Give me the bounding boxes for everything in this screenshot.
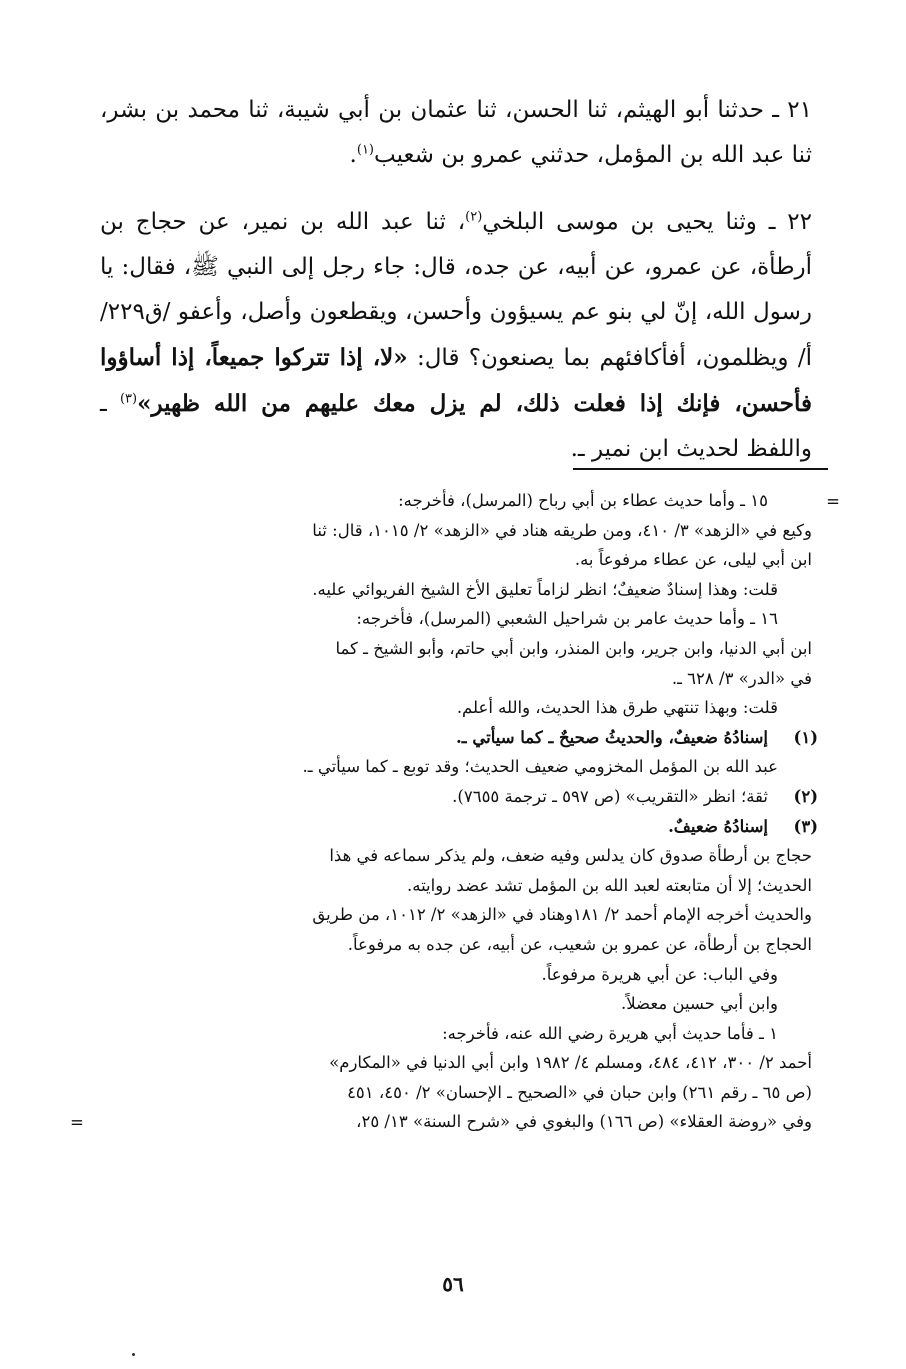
footnote-2-text: ثقة؛ انظر «التقريب» (ص ٥٩٧ ـ ترجمة ٧٦٥٥). [452,786,768,806]
footnote-3-line-1: حجاج بن أرطأة صدوق كان يدلس وفيه ضعف، ولم يذكر سماعه في هذا [329,846,812,866]
scan-speck [132,1353,135,1356]
footnote-3-line-9: (ص ٦٥ ـ رقم ٢٦١) وابن حبان في «الصحيح ـ الإحسان» ٢/ ٤٥٠، ٤٥١ [347,1082,812,1102]
footnote-2-mark: (٢) [793,786,818,806]
page-number: ٥٦ [442,1272,464,1296]
footnote-3-line-5: وفي الباب: عن أبي هريرة مرفوعاً. [541,964,778,984]
footnotes [70,486,840,1137]
hadith-22-text-b: ، ثنا عبد الله بن نمير، عن حجاج بن أرطأة، عن عمرو، عن أبيه، عن جده، قال: جاء رجل إلى النبي ﷺ، فقال: يا رسول الله، إنّ لي بنو عم يسيؤون وأحسن، ويقطعون وأصل، وأعفو /ق٢٢٩/أ/ ويظلمون، أفأكافئهم بما يصنعون؟ قال: [100,209,812,371]
footnote-3 [100,812,818,842]
footnote-1-mark: (١) [793,727,818,747]
hadith-22-text-c: ـ واللفظ لحديث ابن نمير ـ. [100,391,812,462]
footnote-1 [100,723,818,753]
note-15-heading: ١٥ ـ وأما حديث عطاء بن أبي رباح (المرسل)، فأخرجه: [398,491,768,510]
footnote-3-mark: (٣) [793,816,818,836]
footnote-ref-1[interactable]: (١) [356,142,374,158]
footnote-3-line-4: الحجاج بن أرطأة، عن عمرو بن شعيب، عن أبيه، عن جده به مرفوعاً. [347,934,812,954]
hadith-22-text-a: ٢٢ ـ وثنا يحيى بن موسى البلخي [482,209,812,235]
note-15-line-1 [100,486,840,516]
continuation-mark-end: = [70,1113,84,1133]
hadith-21-end: . [349,142,357,168]
note-15-line-4: قلت: وهذا إسنادٌ ضعيفٌ؛ انظر لزاماً تعليق الأخ الشيخ الفريوائي عليه. [312,579,778,599]
footnote-3-line-10 [70,1107,812,1137]
footnote-ref-3[interactable]: (٣) [119,391,138,407]
footnote-3-line-2: الحديث؛ إلا أن متابعته لعبد الله بن المؤمل تشد عضد روايته. [406,875,812,895]
note-16-line-4: قلت: وبهذا تنتهي طرق هذا الحديث، والله أعلم. [456,698,778,718]
footnote-ref-2[interactable]: (٢) [465,209,483,225]
footnote-3-verdict: إسنادُهُ ضعيفٌ. [668,816,768,836]
hadith-21-text: ٢١ ـ حدثنا أبو الهيثم، ثنا الحسن، ثنا عثمان بن أبي شيبة، ثنا محمد بن بشر، ثنا عبد الله بن المؤمل، حدثني عمرو بن شعيب [100,97,812,168]
footnote-3-line-10-text: وفي «روضة العقلاء» (ص ١٦٦) والبغوي في «شرح السنة» ١٣/ ٢٥، [356,1112,812,1132]
footnote-1-verdict: إسنادُهُ ضعيفٌ، والحديثُ صحيحٌ ـ كما سيأتي ـ. [456,727,768,747]
note-16-line-1: ١٦ ـ وأما حديث عامر بن شراحيل الشعبي (المرسل)، فأخرجه: [356,609,778,629]
note-16-line-3: في «الدر» ٣/ ٦٢٨ ـ. [671,668,812,688]
footnote-2 [100,782,818,812]
continuation-mark: = [826,492,840,511]
hadith-22 [100,200,812,472]
footnote-1-text: عبد الله بن المؤمل المخزومي ضعيف الحديث؛ وقد توبع ـ كما سيأتي ـ. [302,757,778,777]
footnote-3-line-7: ١ ـ فأما حديث أبي هريرة رضي الله عنه، فأخرجه: [442,1023,778,1043]
footnote-3-line-6: وابن أبي حسين معضلاً. [620,994,778,1014]
note-15-line-2: وكيع في «الزهد» ٣/ ٤١٠، ومن طريقه هناد في «الزهد» ٢/ ١٠١٥، قال: ثنا [312,520,812,540]
footnote-separator [573,468,828,470]
main-text [100,88,812,494]
note-15-line-3: ابن أبي ليلى، عن عطاء مرفوعاً به. [574,550,812,570]
footnote-3-line-3: والحديث أخرجه الإمام أحمد ٢/ ١٨١وهناد في «الزهد» ٢/ ١٠١٢، من طريق [312,905,812,925]
footnote-3-line-8: أحمد ٢/ ٣٠٠، ٤١٢، ٤٨٤، ومسلم ٤/ ١٩٨٢ وابن أبي الدنيا في «المكارم» [329,1053,812,1073]
note-16-line-2: ابن أبي الدنيا، وابن جرير، وابن المنذر، وابن أبي حاتم، وأبو الشيخ ـ كما [335,638,812,658]
hadith-21 [100,88,812,178]
hadith-22-matn: «لا، إذا تتركوا جميعاً، إذا أساؤوا فأحسن، فإنك إذا فعلت ذلك، لم يزل معك عليهم من الله ظهير» [100,344,812,417]
